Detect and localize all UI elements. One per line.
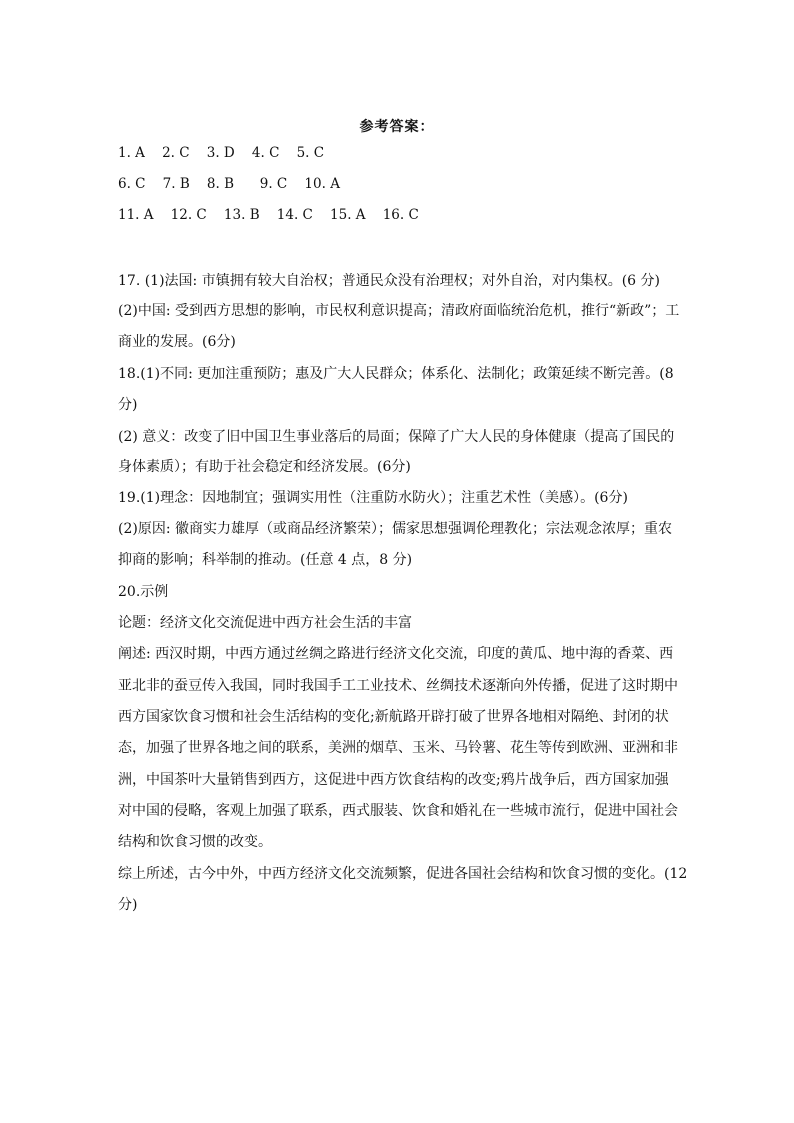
text-line: 分) bbox=[118, 897, 138, 913]
text-line: 19.(1)理念：因地制宜；强调实用性（注重防水防火）；注重艺术性（美感）。(6分) bbox=[118, 490, 628, 506]
text-line: 结构和饮食习惯的改变。 bbox=[118, 834, 272, 850]
text-line: 17. (1)法国: 市镇拥有较大自治权；普通民众没有治理权；对外自治，对内集权。(6 分) bbox=[118, 273, 660, 289]
text-line: 分) bbox=[118, 397, 138, 413]
answer-row-2: 6. C 7. B 8. B 9. C 10. A bbox=[118, 176, 340, 192]
text-line: 18.(1)不同: 更加注重预防；惠及广大人民群众；体系化、法制化；政策延续不断完善。(8 bbox=[118, 366, 674, 382]
text-line: (2) 意义：改变了旧中国卫生事业落后的局面；保障了广大人民的身体健康（提高了国民的 bbox=[118, 429, 675, 445]
text-line: 20.示例 bbox=[118, 584, 169, 600]
text-line: 态，加强了世界各地之间的联系，美洲的烟草、玉米、马铃薯、花生等传到欧洲、亚洲和非 bbox=[118, 740, 678, 756]
text-line: 阐述: 西汉时期，中西方通过丝绸之路进行经济文化交流，印度的黄瓜、地中海的香菜、西 bbox=[118, 646, 674, 662]
text-line: 身体素质）；有助于社会稳定和经济发展。(6分) bbox=[118, 459, 411, 475]
answer-row-1: 1. A 2. C 3. D 4. C 5. C bbox=[118, 145, 325, 161]
text-line: 西方国家饮食习惯和社会生活结构的变化;新航路开辟打破了世界各地相对隔绝、封闭的状 bbox=[118, 709, 669, 725]
text-line: 商业的发展。(6分) bbox=[118, 334, 236, 350]
text-line: 亚北非的蚕豆传入我国，同时我国手工工业技术、丝绸技术逐渐向外传播，促进了这时期中 bbox=[118, 678, 678, 694]
answer-row-3: 11. A 12. C 13. B 14. C 15. A 16. C bbox=[118, 207, 419, 223]
text-line: (2)中国: 受到西方思想的影响，市民权利意识提高；清政府面临统治危机，推行“新政”；工 bbox=[118, 303, 680, 319]
text-line: 综上所述，古今中外，中西方经济文化交流频繁，促进各国社会结构和饮食习惯的变化。(12 bbox=[118, 866, 688, 882]
text-line: (2)原因: 徽商实力雄厚（或商品经济繁荣）；儒家思想强调伦理教化；宗法观念浓厚；重农 bbox=[118, 521, 672, 537]
text-line: 对中国的侵略，客观上加强了联系，西式服装、饮食和婚礼在一些城市流行，促进中国社会 bbox=[118, 803, 678, 819]
page-title: 参考答案： bbox=[359, 119, 435, 135]
text-line: 抑商的影响；科举制的推动。(任意 4 点，8 分) bbox=[118, 552, 413, 568]
text-line: 论题：经济文化交流促进中西方社会生活的丰富 bbox=[118, 615, 412, 631]
text-line: 洲，中国茶叶大量销售到西方，这促进中西方饮食结构的改变;鸦片战争后，西方国家加强 bbox=[118, 772, 669, 788]
